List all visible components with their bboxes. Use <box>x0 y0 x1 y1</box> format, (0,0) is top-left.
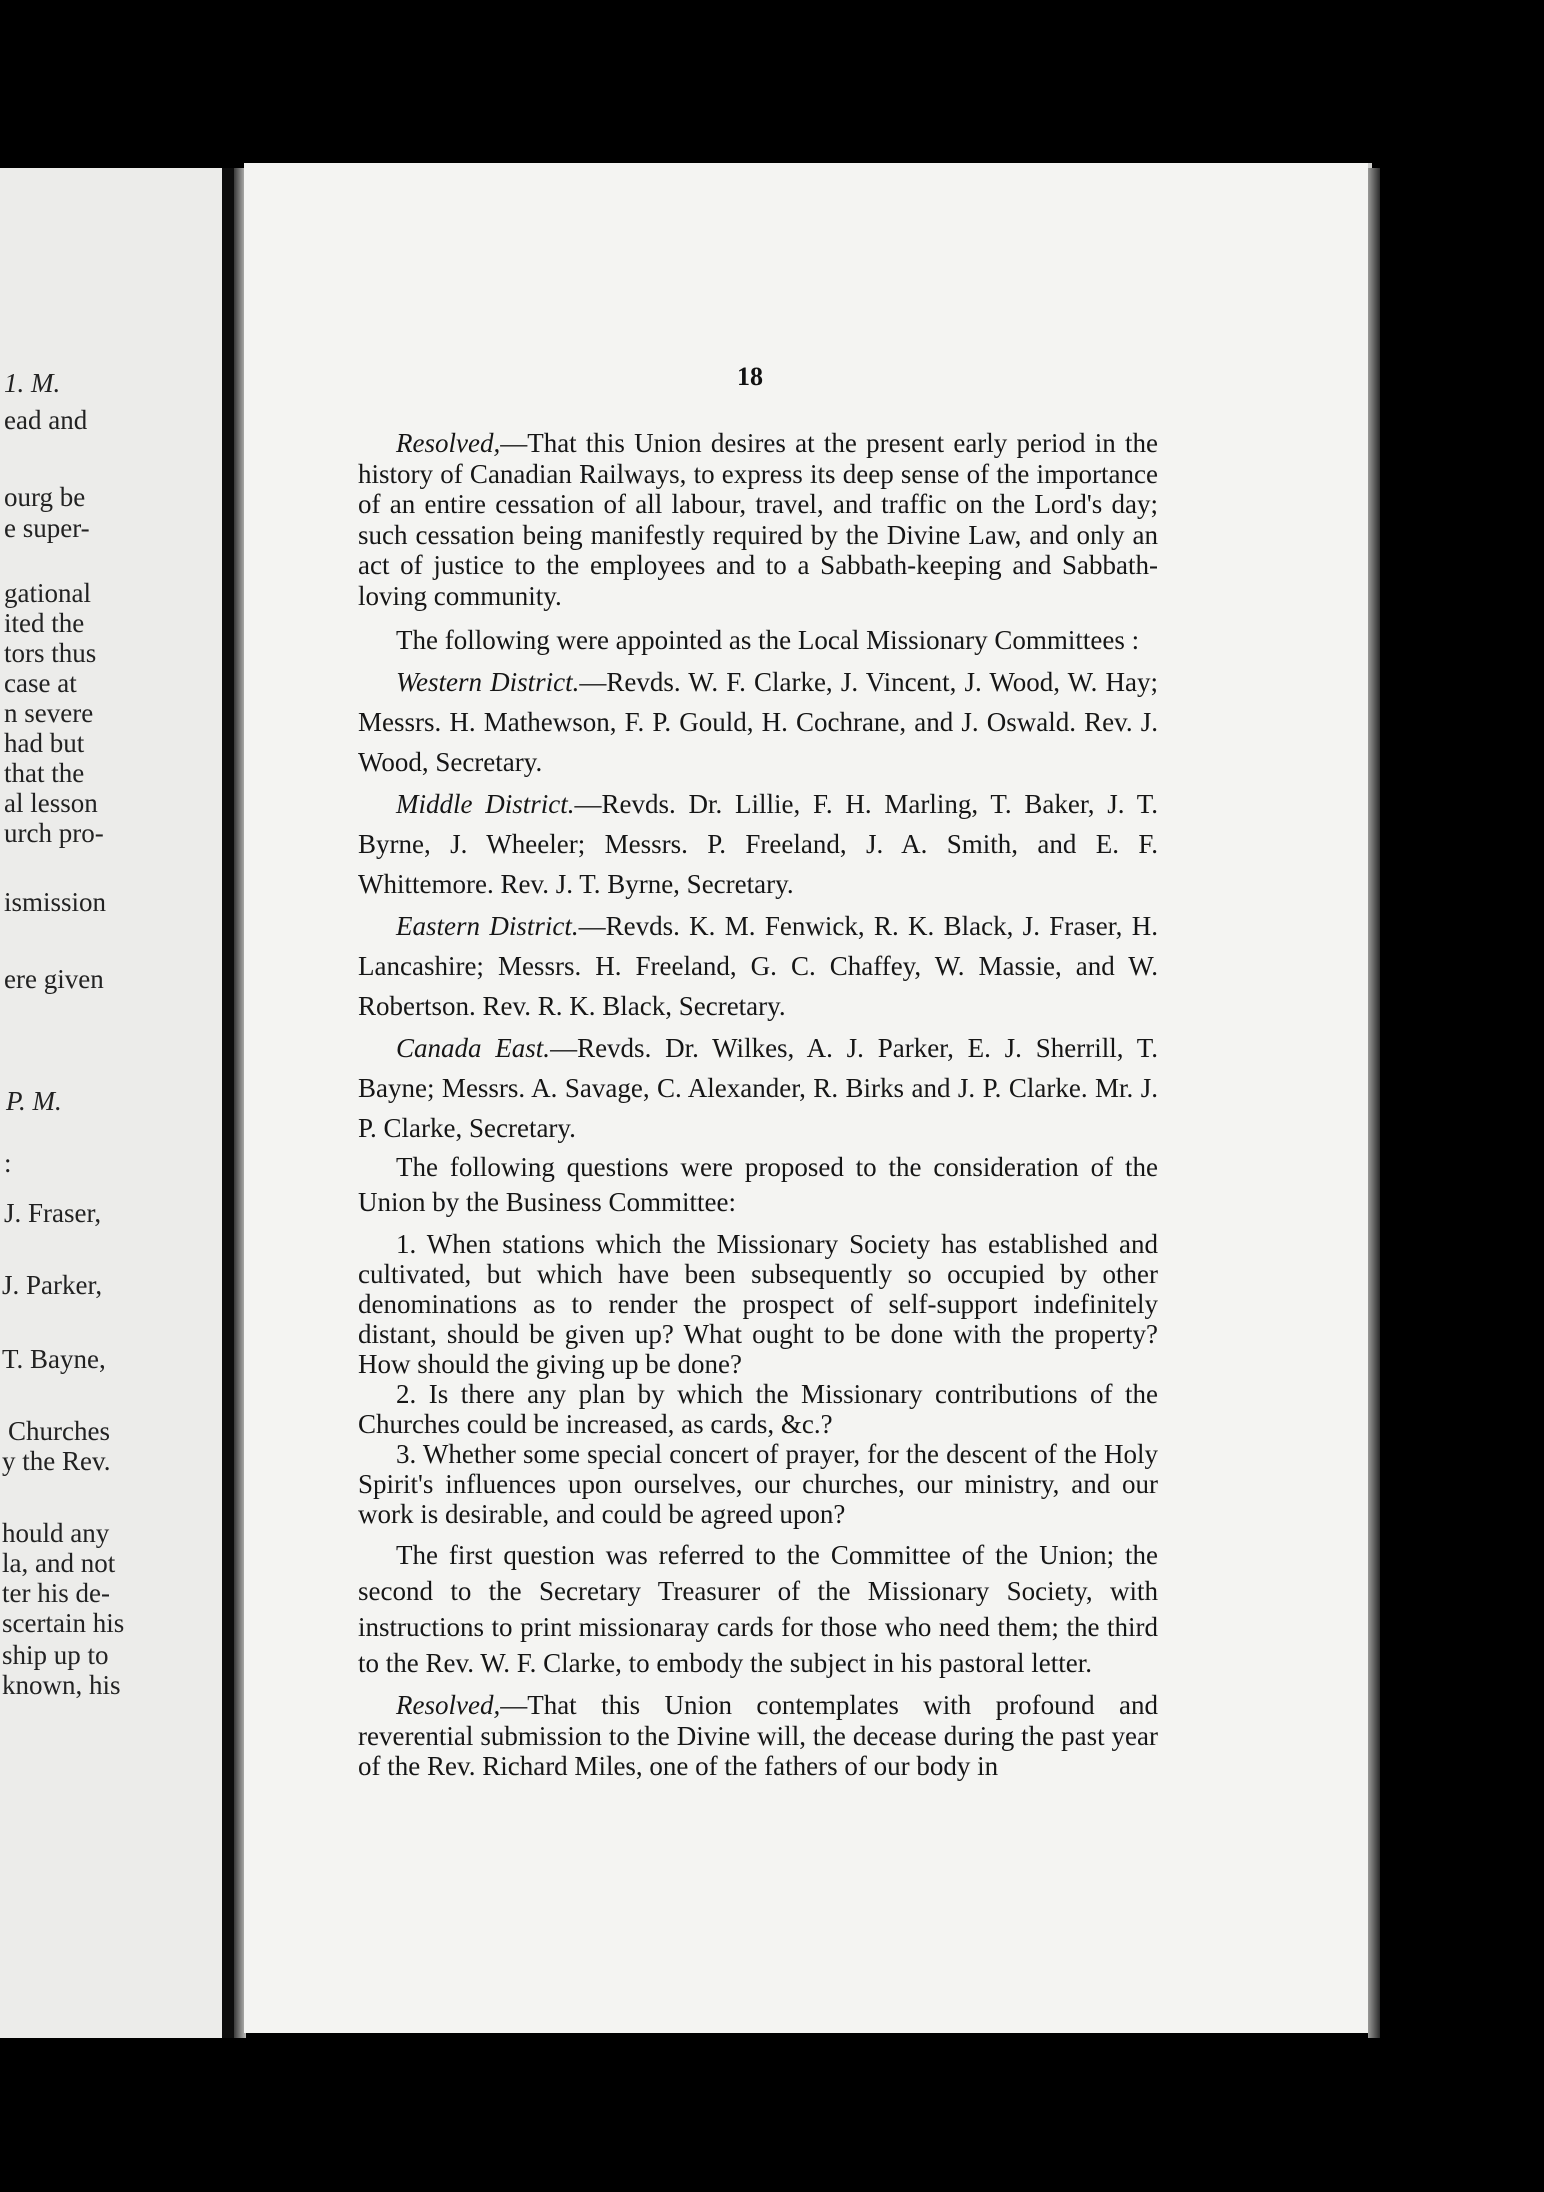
district-members: —Revds. W. F. Clarke, J. Vincent, J. Wood, W. Hay; Messrs. H. Mathewson, F. P. Gould, H. Cochrane, and J. Oswald. Rev. J. Wood, Secretary. <box>358 667 1159 777</box>
left-page-line: ere given <box>4 964 104 994</box>
questions-intro: The following questions were proposed to the consideration of the Union by the Business Committee: <box>358 1152 1158 1217</box>
left-page-line: ship up to <box>2 1640 109 1670</box>
left-page-line: had but <box>4 728 85 758</box>
left-page-line: la, and not <box>2 1548 116 1578</box>
left-page-line: ter his de- <box>2 1578 110 1608</box>
left-page-line: : <box>4 1148 12 1178</box>
left-page-fragment <box>0 168 222 2038</box>
resolution-railways <box>358 428 1158 611</box>
resolution-text: —That this Union desires at the present early period in the history of Canadian Railways, to express its deep sense of the importance of an entire cessation of all labour, travel, and traffic on the Lord's day; such cessation being manifestly required by the Divine Law, and only an act of justice to the employees and to a Sabbath-keeping and Sabbath-loving community. <box>358 428 1158 611</box>
question-item: 2. Is there any plan by which the Missionary contributions of the Churches could be increased, as cards, &c.? <box>358 1379 1158 1439</box>
left-page-line: y the Rev. <box>2 1446 111 1476</box>
left-page-line: tors thus <box>4 638 97 668</box>
left-page-line: that the <box>4 758 85 788</box>
book-spine <box>222 168 234 2038</box>
district-western <box>358 662 1158 782</box>
left-page-line: P. M. <box>6 1086 62 1116</box>
district-middle <box>358 784 1158 904</box>
resolution-text: —That this Union contemplates with profound and reverential submission to the Divine will, the decease during the past year of the Rev. Richard Miles, one of the fathers of our body in <box>358 1690 1158 1781</box>
left-page-line: n severe <box>4 698 94 728</box>
district-eastern <box>358 906 1158 1026</box>
district-members: —Revds. Dr. Lillie, F. H. Marling, T. Baker, J. T. Byrne, J. Wheeler; Messrs. P. Freeland, J. A. Smith, and E. F. Whittemore. Rev. J. T. Byrne, Secretary. <box>358 789 1159 899</box>
resolved-label: Resolved, <box>396 428 501 458</box>
left-page-line: ead and <box>4 405 88 435</box>
left-page-line: J. Fraser, <box>4 1198 102 1228</box>
left-page-line: T. Bayne, <box>2 1344 106 1374</box>
left-page-line: 1. M. <box>4 368 61 398</box>
left-page-line: ourg be <box>4 482 86 512</box>
district-members: —Revds. K. M. Fenwick, R. K. Black, J. Fraser, H. Lancashire; Messrs. H. Freeland, G. C. Chaffey, W. Massie, and W. Robertson. Rev. R. K. Black, Secretary. <box>358 911 1159 1021</box>
page-body-text <box>358 428 1158 1791</box>
left-page-line: J. Parker, <box>2 1270 103 1300</box>
district-label: Western District. <box>396 667 580 697</box>
left-page-line: al lesson <box>4 788 98 818</box>
left-page-line: gational <box>4 578 91 608</box>
left-page-line: known, his <box>2 1670 121 1700</box>
left-page-line: Churches <box>8 1416 110 1446</box>
district-label: Eastern District. <box>396 911 579 941</box>
left-page-line: case at <box>4 668 77 698</box>
left-page-line: hould any <box>2 1518 110 1548</box>
left-page-line: e super- <box>4 513 90 543</box>
referral-paragraph: The first question was referred to the Committee of the Union; the second to the Secretary Treasurer of the Missionary Society, with instructions to print missionaray cards for those who need them; the third to the Rev. W. F. Clarke, to embody the subject in his pastoral letter. <box>358 1540 1158 1678</box>
district-label: Canada East. <box>396 1033 551 1063</box>
question-item: 3. Whether some special concert of prayer, for the descent of the Holy Spirit's influences upon ourselves, our churches, our ministry, and our work is desirable, and could be agreed upon? <box>358 1439 1158 1529</box>
page-number: 18 <box>737 362 763 391</box>
district-label: Middle District. <box>396 789 575 819</box>
district-members: —Revds. Dr. Wilkes, A. J. Parker, E. J. Sherrill, T. Bayne; Messrs. A. Savage, C. Alexander, R. Birks and J. P. Clarke. Mr. J. P. Clarke, Secretary. <box>358 1033 1158 1143</box>
page-edge-shadow <box>1368 168 1380 2038</box>
district-canada-east <box>358 1028 1158 1148</box>
question-item: 1. When stations which the Missionary Society has established and cultivated, but which have been subsequently so occupied by other denominations as to render the prospect of self-support indefinitely distant, should be given up? What ought to be done with the property? How should the giving up be done? <box>358 1229 1158 1379</box>
left-page-line: ited the <box>4 608 85 638</box>
left-page-line: urch pro- <box>4 818 104 848</box>
left-page-line: scertain his <box>2 1608 125 1638</box>
left-page-line: ismission <box>4 887 107 917</box>
resolved-label: Resolved, <box>396 1690 501 1720</box>
committees-intro: The following were appointed as the Local Missionary Committees : <box>396 625 1140 655</box>
resolution-miles <box>358 1690 1158 1782</box>
